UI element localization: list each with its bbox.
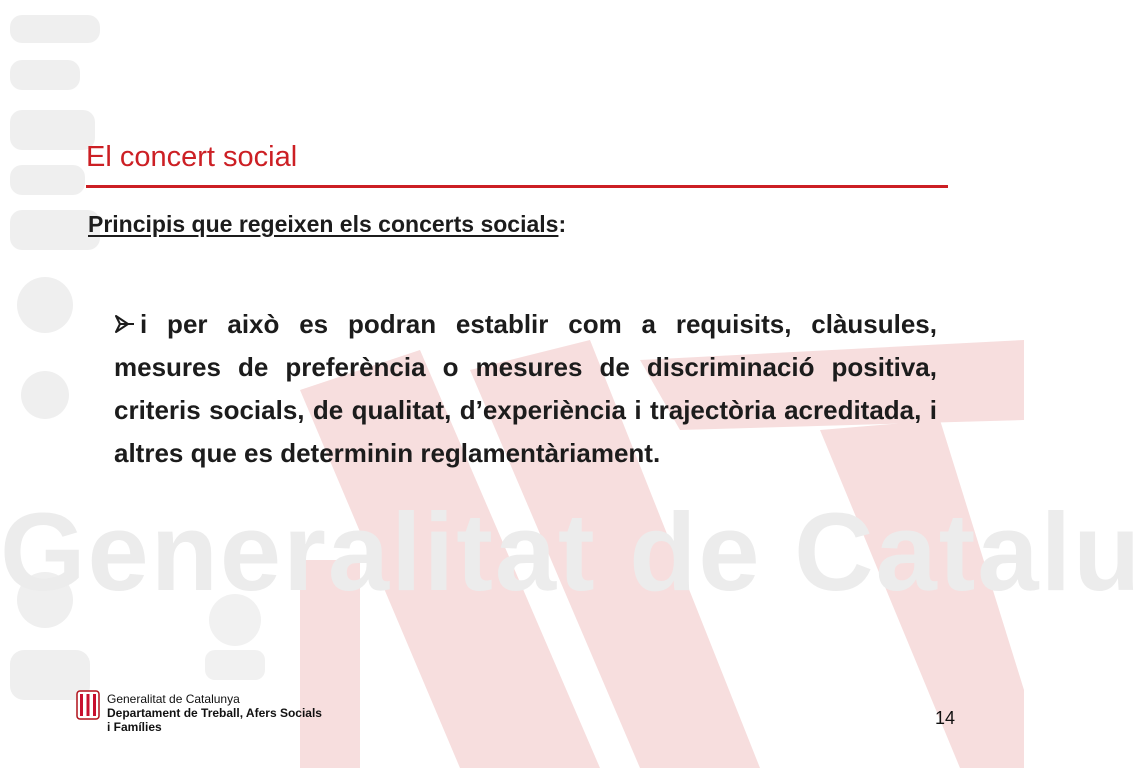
footer-line-department-cont: i Famílies [107,720,162,734]
subtitle-underlined-text: Principis que regeixen els concerts socials [88,211,559,237]
page-number: 14 [935,708,956,728]
generalitat-logo-icon [76,690,100,720]
slide-subtitle [88,211,566,239]
title-divider [86,185,948,188]
bullet-paragraph [114,303,952,475]
bullet-text: i per això es podran establir com a requisits, clàusules, mesures de preferència o mesures de discriminació positiva, criteris socials, de qualitat, d’experiència i trajectòria acreditada, i altres que es determinin reglamentàriament. [114,309,952,468]
slide-title: El concert social [86,141,298,173]
arrow-bullet-icon [114,314,136,334]
subtitle-suffix: : [558,211,567,237]
footer-line-generalitat: Generalitat de Catalunya [107,692,240,706]
watermark-text: Generalitat de Catalu [0,491,1142,614]
footer-line-department: Departament de Treball, Afers Socials [107,706,322,720]
footer-organization [107,692,322,734]
